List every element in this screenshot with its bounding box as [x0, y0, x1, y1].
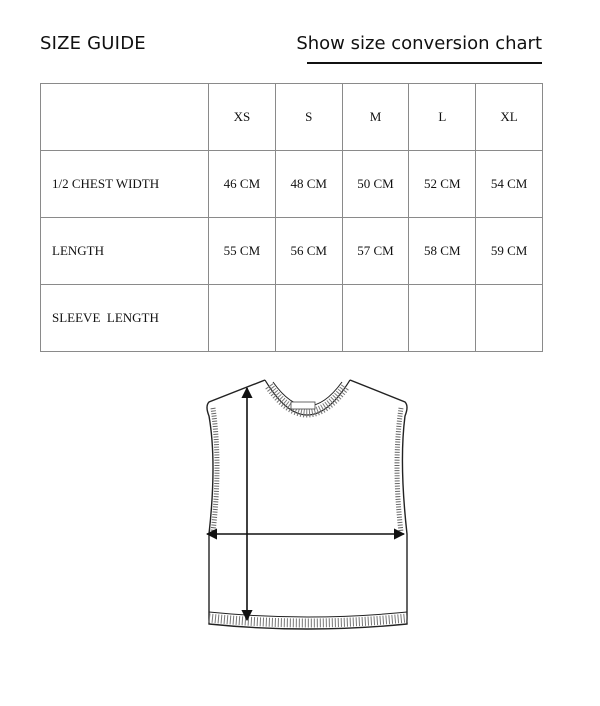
- right-armhole-rib: [397, 408, 401, 532]
- row-label: 1/2 CHEST WIDTH: [41, 151, 209, 218]
- size-table: [40, 83, 543, 352]
- table-header-row: [41, 84, 543, 151]
- table-cell: 56 CM: [275, 218, 342, 285]
- table-cell: 46 CM: [209, 151, 276, 218]
- page-title: SIZE GUIDE: [40, 33, 146, 54]
- table-cell: [209, 285, 276, 352]
- table-cell: 57 CM: [342, 218, 409, 285]
- neck-label: [291, 402, 315, 409]
- link-underline: [307, 62, 542, 64]
- table-header-cell: S: [275, 84, 342, 151]
- table-cell: 54 CM: [476, 151, 543, 218]
- table-cell: [275, 285, 342, 352]
- table-header-cell: XL: [476, 84, 543, 151]
- hem-rib-texture: [209, 618, 407, 623]
- table-header-cell: L: [409, 84, 476, 151]
- row-label: SLEEVE LENGTH: [41, 285, 209, 352]
- size-guide-header: [40, 30, 542, 66]
- table-cell: 50 CM: [342, 151, 409, 218]
- row-label: LENGTH: [41, 218, 209, 285]
- table-cell: 48 CM: [275, 151, 342, 218]
- table-row: [41, 218, 543, 285]
- table-row: [41, 151, 543, 218]
- table-cell: 55 CM: [209, 218, 276, 285]
- table-row: [41, 285, 543, 352]
- table-cell: 58 CM: [409, 218, 476, 285]
- table-header-cell: M: [342, 84, 409, 151]
- table-cell: 52 CM: [409, 151, 476, 218]
- size-conversion-link[interactable]: Show size conversion chart: [296, 33, 542, 54]
- table-header-cell: [41, 84, 209, 151]
- table-header-cell: XS: [209, 84, 276, 151]
- vest-measurement-diagram: [195, 372, 420, 642]
- table-cell: [342, 285, 409, 352]
- table-cell: 59 CM: [476, 218, 543, 285]
- table-cell: [409, 285, 476, 352]
- table-cell: [476, 285, 543, 352]
